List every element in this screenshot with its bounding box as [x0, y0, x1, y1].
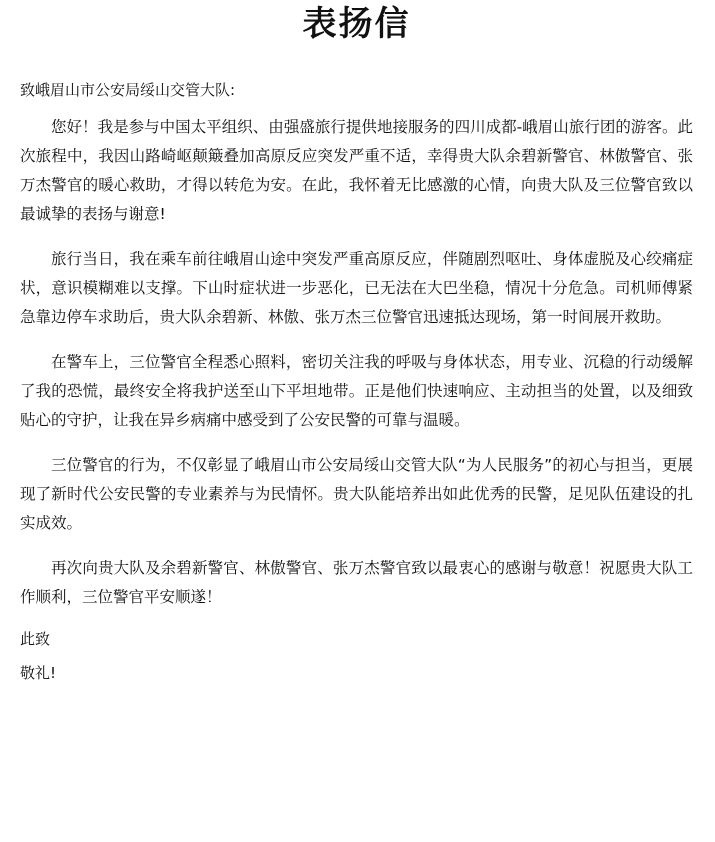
body-paragraph-2: 旅行当日，我在乘车前往峨眉山途中突发严重高原反应，伴随剧烈呕吐、身体虚脱及心绞痛症状，意识模糊难以支撑。下山时症状进一步恶化，已无法在大巴坐稳，情况十分危急。司机师傅紧急靠边停车求助后，贵大队余碧新、林傲、张万杰三位警官迅速抵达现场，第一时间展开救助。: [20, 250, 693, 326]
body-paragraph-1: 您好！我是参与中国太平组织、由强盛旅行提供地接服务的四川成都-峨眉山旅行团的游客。此次旅程中，我因山路崎岖颠簸叠加高原反应突发严重不适，幸得贵大队余碧新警官、林傲警官、张万杰警官的暖心救助，才得以转危为安。在此，我怀着无比感激的心情，向贵大队及三位警官致以最诚挚的表扬与谢意!: [20, 118, 693, 223]
body-paragraph-5: 再次向贵大队及余碧新警官、林傲警官、张万杰警官致以最衷心的感谢与敬意！祝愿贵大队工作顺利，三位警官平安顺遂！: [20, 559, 693, 606]
body-paragraph-3: 在警车上，三位警官全程悉心照料，密切关注我的呼吸与身体状态，用专业、沉稳的行动缓解了我的恐慌，最终安全将我护送至山下平坦地带。正是他们快速响应、主动担当的处置，以及细致贴心的守护，让我在异乡病痛中感受到了公安民警的可靠与温暖。: [20, 353, 693, 429]
letter-title: 表扬信: [302, 4, 411, 44]
closing-salute: 敬礼!: [20, 664, 57, 682]
body-paragraph-4: 三位警官的行为，不仅彰显了峨眉山市公安局绥山交管大队“为人民服务”的初心与担当，更展现了新时代公安民警的专业素养与为民情怀。贵大队能培养出如此优秀的民警，足见队伍建设的扎实成效。: [20, 456, 693, 532]
salutation: 致峨眉山市公安局绥山交管大队:: [20, 81, 236, 99]
closing-line: 此致: [20, 630, 51, 648]
